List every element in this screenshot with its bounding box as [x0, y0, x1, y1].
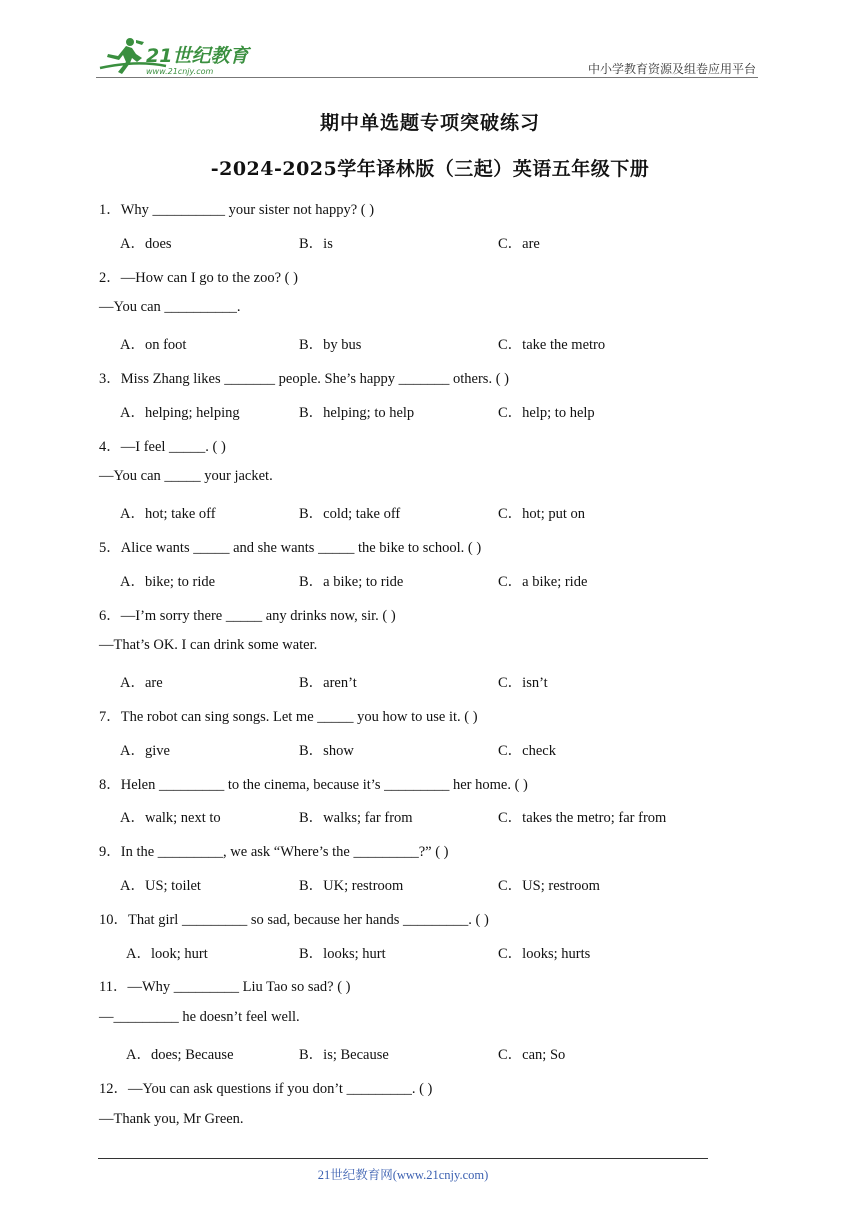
answer-option: A．helping; helping [120, 404, 240, 421]
platform-name: 中小学教育资源及组卷应用平台 [587, 62, 756, 76]
answer-option: B．looks; hurt [299, 945, 386, 962]
question-stem: 2．—How can I go to the zoo? ( ) [99, 269, 298, 286]
answer-option: C．US; restroom [498, 878, 600, 894]
question-dialogue-line: —_________ he doesn’t feel well. [99, 1009, 300, 1026]
footer-divider [98, 1158, 708, 1159]
answer-option: A．does; Because [126, 1047, 234, 1063]
question-stem: 7．The robot can sing songs. Let me _____ you how to use it. ( ) [99, 709, 478, 725]
logo-url: www.21cnjy.com [146, 67, 214, 76]
answer-option: A．US; toilet [120, 878, 201, 894]
question-stem: 11．—Why _________ Liu Tao so sad? ( ) [99, 979, 351, 996]
answer-option: A．are [120, 675, 163, 692]
header-divider [96, 77, 758, 78]
answer-option: B．is; Because [299, 1047, 389, 1063]
question-stem: 6．—I’m sorry there _____ any drinks now, sir. ( ) [99, 607, 396, 624]
question-dialogue-line: —You can _____ your jacket. [99, 468, 273, 485]
page-subtitle: -2024-2025学年译林版（三起）英语五年级下册 [210, 158, 650, 180]
answer-option: B．cold; take off [299, 506, 401, 523]
answer-option: C．looks; hurts [498, 945, 591, 962]
answer-option: B．UK; restroom [299, 878, 404, 894]
question-stem: 8．Helen _________ to the cinema, because it’s _________ her home. ( ) [99, 776, 528, 793]
answer-option: C．help; to help [498, 404, 595, 421]
answer-option: B．by bus [299, 337, 362, 354]
answer-option: A．walk; next to [120, 810, 221, 827]
question-stem: 10．That girl _________ so sad, because her hands _________. ( ) [99, 911, 489, 928]
question-stem: 9．In the _________, we ask “Where’s the _________?” ( ) [99, 844, 449, 861]
answer-option: C．hot; put on [498, 506, 586, 523]
answer-option: A．give [120, 742, 170, 759]
answer-option: C．check [498, 742, 556, 759]
question-stem: 4．—I feel _____. ( ) [99, 438, 226, 455]
page-title: 期中单选题专项突破练习 [319, 112, 540, 134]
answer-option: B．helping; to help [299, 404, 415, 421]
answer-option: A．hot; take off [120, 506, 216, 523]
answer-option: C．can; So [498, 1047, 566, 1063]
question-dialogue-line: —You can __________. [99, 299, 241, 316]
answer-option: C．isn’t [498, 675, 548, 692]
footer-text: 21世纪教育网(www.21cnjy.com) [317, 1168, 489, 1182]
answer-option: B．show [299, 742, 354, 759]
answer-option: A．does [120, 235, 172, 252]
answer-option: C．a bike; ride [498, 573, 588, 590]
answer-option: B．a bike; to ride [299, 573, 404, 590]
site-logo [96, 36, 276, 78]
answer-option: C．are [498, 235, 540, 252]
question-stem: 3．Miss Zhang likes _______ people. She’s happy _______ others. ( ) [99, 371, 509, 387]
answer-option: C．takes the metro; far from [498, 810, 667, 827]
answer-option: B．walks; far from [299, 810, 413, 827]
answer-option: A．on foot [120, 337, 187, 354]
question-dialogue-line: —Thank you, Mr Green. [99, 1110, 244, 1127]
question-stem: 1．Why __________ your sister not happy? ( ) [99, 202, 375, 218]
answer-option: A．bike; to ride [120, 573, 216, 590]
logo-text: 21世纪教育 [146, 45, 249, 67]
question-stem: 5．Alice wants _____ and she wants _____ the bike to school. ( ) [99, 540, 482, 556]
answer-option: B．aren’t [299, 675, 357, 692]
question-stem: 12．—You can ask questions if you don’t _________. ( ) [99, 1080, 433, 1097]
answer-option: B．is [299, 235, 333, 252]
answer-option: A．look; hurt [126, 945, 208, 962]
question-dialogue-line: —That’s OK. I can drink some water. [99, 637, 318, 654]
page-header [96, 36, 758, 78]
answer-option: C．take the metro [498, 337, 606, 354]
